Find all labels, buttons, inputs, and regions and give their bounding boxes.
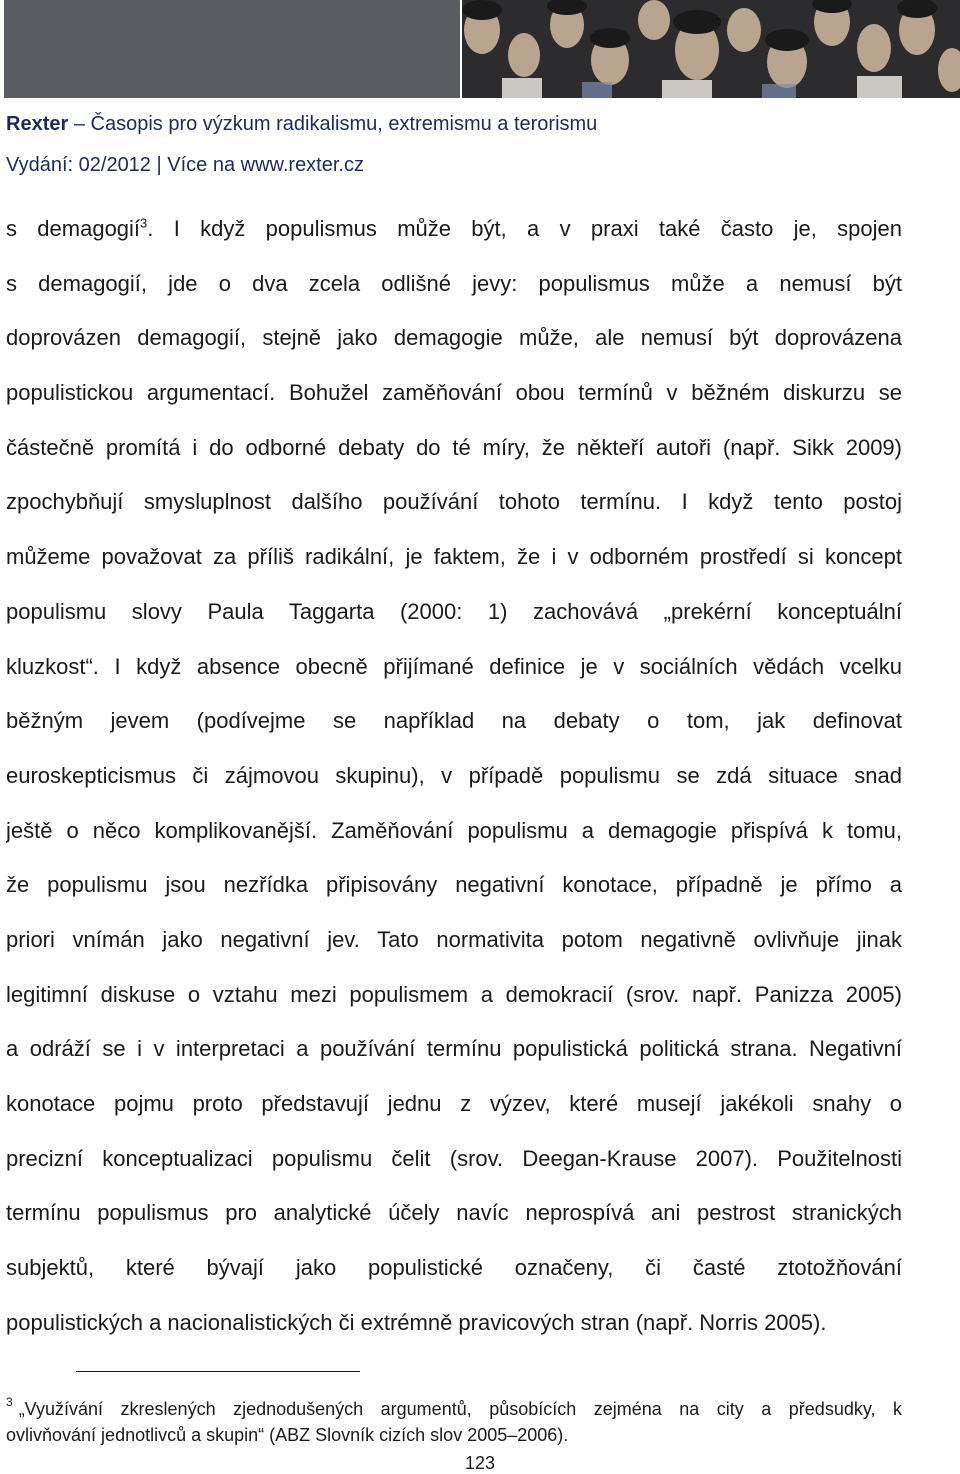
body-paragraph	[6, 207, 902, 1355]
page-number: 123	[464, 1453, 496, 1473]
footnote-marker: 3	[6, 1395, 13, 1409]
body-line-rest: . I když populismus může být, a v praxi také často je, spojen	[147, 216, 902, 241]
journal-subtitle: – Časopis pro výzkum radikalismu, extremismu a terorismu	[68, 113, 598, 135]
footnote-text: ovlivňování jednotlivců a skupin“ (ABZ Slovník cizích slov 2005–2006).	[6, 1425, 569, 1445]
body-line: kluzkost“. I když absence obecně přijímané definice je v sociálních vědách vcelku	[6, 653, 902, 679]
body-line	[6, 207, 902, 262]
body-line: subjektů, které bývají jako populistické označeny, či časté ztotožňování	[6, 1255, 902, 1281]
footnote	[6, 1396, 902, 1448]
body-line: termínu populismus pro analytické účely navíc neprospívá ani pestrost stranických	[6, 1200, 902, 1226]
header-banner	[4, 0, 960, 98]
body-line: precizní konceptualizaci populismu čelit (srov. Deegan-Krause 2007). Použitelnosti	[6, 1145, 902, 1171]
body-line: populistickou argumentací. Bohužel zaměňování obou termínů v běžném diskurzu se	[6, 380, 902, 406]
body-line: s demagogií, jde o dva zcela odlišné jevy: populismus může a nemusí být	[6, 270, 902, 296]
footnote-divider	[76, 1371, 360, 1372]
body-line: částečně promítá i do odborné debaty do té míry, že někteří autoři (např. Sikk 2009)	[6, 434, 902, 460]
body-line: běžným jevem (podívejme se například na debaty o tom, jak definovat	[6, 708, 902, 734]
body-line: populistických a nacionalistických či extrémně pravicových stran (např. Norris 2005).	[6, 1309, 827, 1335]
issue-line: Vydání: 02/2012 | Více na www.rexter.cz	[6, 154, 364, 176]
body-line: ještě o něco komplikovanější. Zaměňování populismu a demagogie přispívá k tomu,	[6, 817, 902, 843]
footnote-ref: 3	[140, 215, 148, 231]
body-line: legitimní diskuse o vztahu mezi populismem a demokracií (srov. např. Panizza 2005)	[6, 981, 902, 1007]
journal-name: Rexter	[6, 113, 69, 135]
body-line: zpochybňují smysluplnost dalšího používání tohoto termínu. I když tento postoj	[6, 489, 902, 515]
crowd-photo	[462, 0, 960, 98]
banner-gray-block	[4, 0, 460, 98]
body-line: můžeme považovat za příliš radikální, je faktem, že i v odborném prostředí si koncept	[6, 544, 902, 570]
body-line: že populismu jsou nezřídka připisovány negativní konotace, případně je přímo a	[6, 872, 902, 898]
body-line: a odráží se i v interpretaci a používání termínu populistická politická strana. Negativní	[6, 1036, 902, 1062]
body-line: euroskepticismus či zájmovou skupinu), v případě populismu se zdá situace snad	[6, 762, 902, 788]
body-line: konotace pojmu proto představují jednu z výzev, které musejí jakékoli snahy o	[6, 1091, 902, 1116]
footnote-text: „Využívání zkreslených zjednodušených argumentů, působících zejména na city a předsudky, k	[18, 1399, 902, 1419]
body-line: priori vnímán jako negativní jev. Tato normativita potom negativně ovlivňuje jinak	[6, 926, 902, 952]
body-line-start: s demagogií	[6, 216, 141, 241]
body-line: populismu slovy Paula Taggarta (2000: 1) zachovává „prekérní konceptuální	[6, 598, 902, 624]
journal-title	[6, 110, 597, 138]
body-line: doprovázen demagogií, stejně jako demagogie může, ale nemusí být doprovázena	[6, 325, 902, 351]
